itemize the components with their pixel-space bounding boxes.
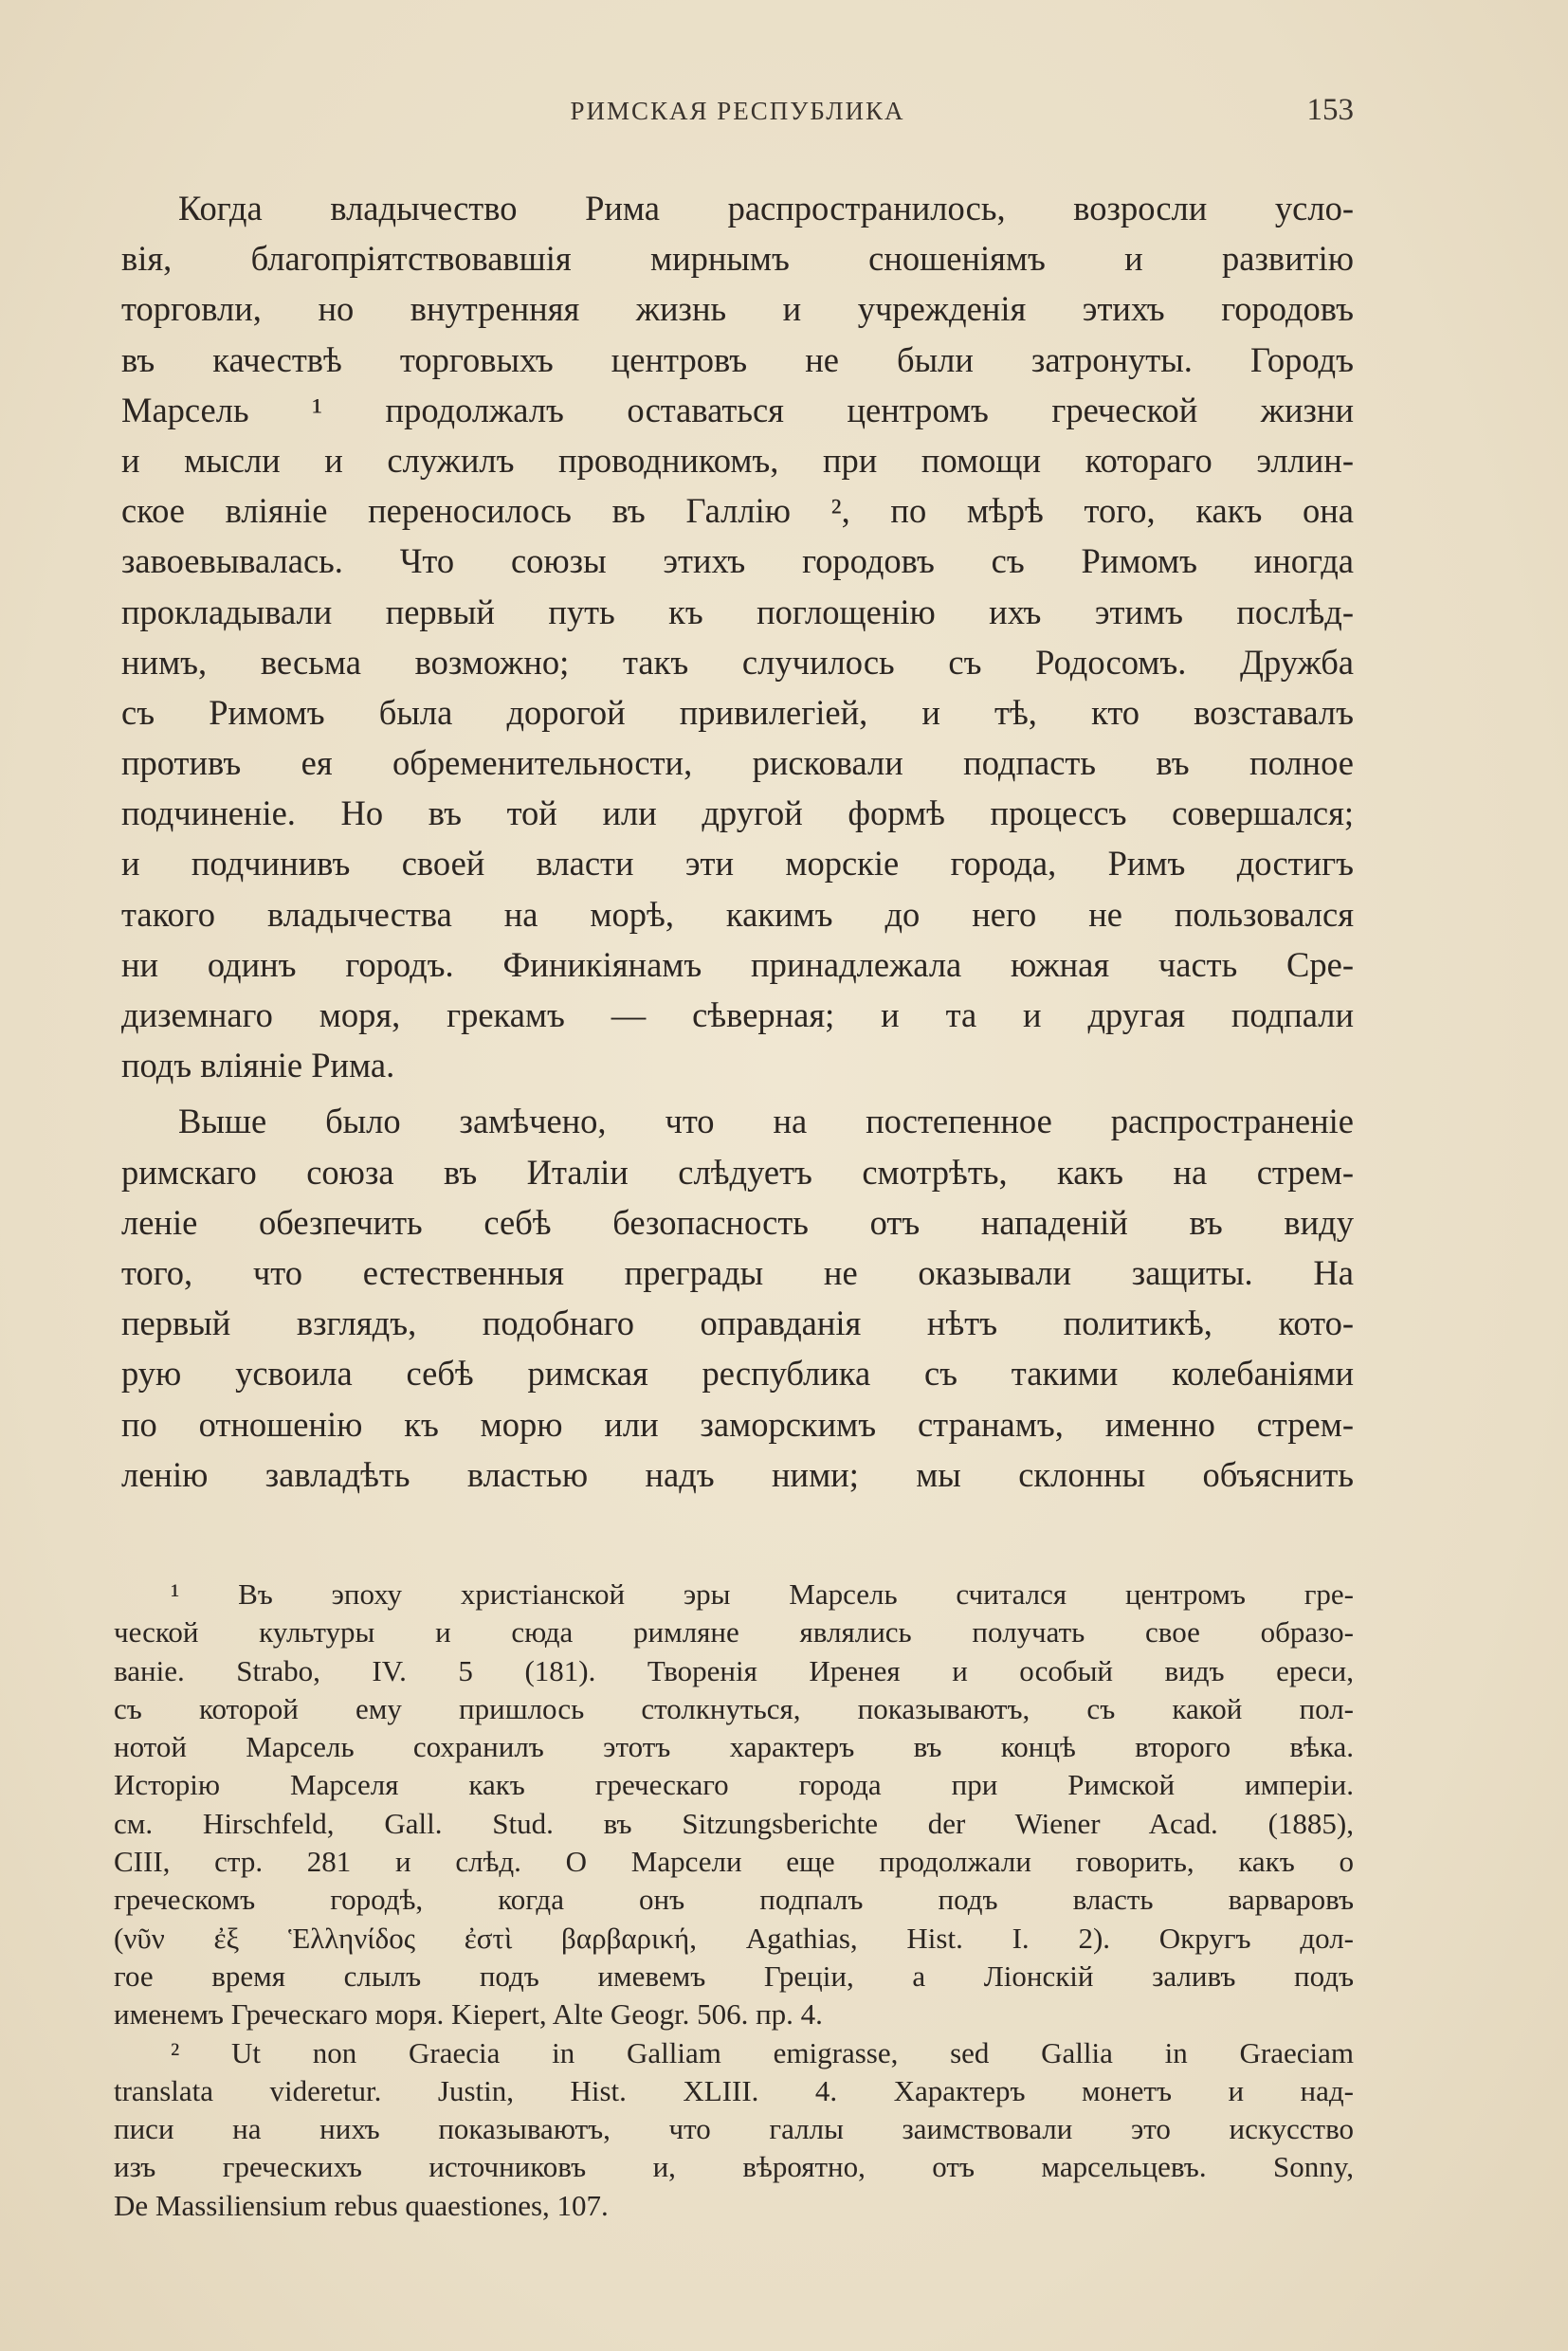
footnote-line: translata videretur. Justin, Hist. XLIII. 4. Характеръ монетъ и над- — [114, 2073, 1354, 2107]
footnote-line: CIII, стр. 281 и слѣд. О Марсели еще продолжали говорить, какъ о — [114, 1845, 1354, 1879]
footnote-line: греческомъ городѣ, когда онъ подпалъ подъ власть варваровъ — [114, 1883, 1354, 1917]
footnote-line: Исторію Марселя какъ греческаго города при Римской имперіи. — [114, 1768, 1354, 1802]
footnote-line: съ которой ему пришлось столкнуться, показываютъ, съ какой пол- — [114, 1691, 1354, 1725]
footnote-line: (νῦν ἐξ Ἑλληνίδος ἐστὶ βαρβαρική, Agathias, Hist. I. 2). Округъ дол- — [114, 1921, 1354, 1955]
footnotes — [114, 1576, 1354, 2225]
text-line: и мысли и служилъ проводникомъ, при помощи котораго эллин- — [121, 440, 1354, 480]
text-line: торговли, но внутренняя жизнь и учрежденія этихъ городовъ — [121, 289, 1354, 329]
page-number: 153 — [1306, 93, 1354, 127]
footnote-line: нотой Марсель сохранилъ этотъ характеръ въ концѣ второго вѣка. — [114, 1730, 1354, 1764]
text-line: прокладывали первый путь къ поглощенію ихъ этимъ послѣд- — [121, 592, 1354, 631]
footnote-line: ваніе. Strabo, IV. 5 (181). Творенія Иренея и особый видъ ереси, — [114, 1653, 1354, 1687]
text-line: вія, благопріятствовавшія мирнымъ сношеніямъ и развитію — [121, 239, 1354, 279]
text-line: Выше было замѣчено, что на постепенное распространеніе — [178, 1102, 1354, 1141]
text-line: Когда владычество Рима распространилось, возросли усло- — [178, 189, 1354, 228]
text-line: противъ ея обременительности, рисковали подпасть въ полное — [121, 743, 1354, 783]
footnote-line: ¹ Въ эпоху христіанской эры Марсель считался центромъ гре- — [171, 1577, 1354, 1611]
footnote-line: именемъ Греческаго моря. Kiepert, Alte Geogr. 506. пр. 4. — [114, 1997, 823, 2032]
footnote-line: ческой культуры и сюда римляне являлись получать свое образо- — [114, 1615, 1354, 1649]
running-title: РИМСКАЯ РЕСПУБЛИКА — [570, 97, 905, 125]
footnote-line: изъ греческихъ источниковъ и, вѣроятно, отъ марсельцевъ. Sonny, — [114, 2150, 1354, 2184]
text-line: ни одинъ городъ. Финикіянамъ принадлежала южная часть Сре- — [121, 944, 1354, 984]
footnote-line: писи на нихъ показываютъ, что галлы заимствовали это искусство — [114, 2112, 1354, 2146]
page-header — [121, 93, 1354, 138]
footnote-line: ² Ut non Graecia in Galliam emigrasse, sed Gallia in Graeciam — [171, 2035, 1354, 2069]
footnote-line: гое время слылъ подъ имевемъ Греціи, а Ліонскій заливъ подъ — [114, 1959, 1354, 1993]
text-line: римскаго союза въ Италіи слѣдуетъ смотрѣть, какъ на стрем- — [121, 1152, 1354, 1192]
footnote-line: см. Hirschfeld, Gall. Stud. въ Sitzungsberichte der Wiener Acad. (1885), — [114, 1806, 1354, 1840]
text-line: въ качествѣ торговыхъ центровъ не были затронуты. Городъ — [121, 339, 1354, 379]
text-line: леніе обезпечить себѣ безопасность отъ нападеній въ виду — [121, 1202, 1354, 1242]
text-line: нимъ, весьма возможно; такъ случилось съ Родосомъ. Дружба — [121, 642, 1354, 682]
text-line: подъ вліяніе Рима. — [121, 1046, 395, 1085]
text-line: ленію завладѣть властью надъ ними; мы склонны объяснить — [121, 1454, 1354, 1494]
text-line: первый взглядъ, подобнаго оправданія нѣтъ политикѣ, кото- — [121, 1303, 1354, 1343]
text-line: завоевывалась. Что союзы этихъ городовъ съ Римомъ иногда — [121, 541, 1354, 581]
text-line: и подчинивъ своей власти эти морскіе города, Римъ достигъ — [121, 844, 1354, 884]
text-line: такого владычества на морѣ, какимъ до него не пользовался — [121, 894, 1354, 934]
main-text — [121, 183, 1354, 1500]
text-line: диземнаго моря, грекамъ — сѣверная; и та и другая подпали — [121, 995, 1354, 1034]
text-line: Марсель ¹ продолжалъ оставаться центромъ греческой жизни — [121, 390, 1354, 429]
text-line: подчиненіе. Но въ той или другой формѣ процессъ совершался; — [121, 793, 1354, 833]
text-line: по отношенію къ морю или заморскимъ странамъ, именно стрем- — [121, 1404, 1354, 1444]
text-line: того, что естественныя преграды не оказывали защиты. На — [121, 1252, 1354, 1292]
footnote-line: De Massiliensium rebus quaestiones, 107. — [114, 2188, 609, 2222]
text-line: съ Римомъ была дорогой привилегіей, и тѣ, кто возставалъ — [121, 692, 1354, 732]
text-line: рую усвоила себѣ римская республика съ такими колебаніями — [121, 1354, 1354, 1394]
text-line: ское вліяніе переносилось въ Галлію ², по мѣрѣ того, какъ она — [121, 491, 1354, 531]
